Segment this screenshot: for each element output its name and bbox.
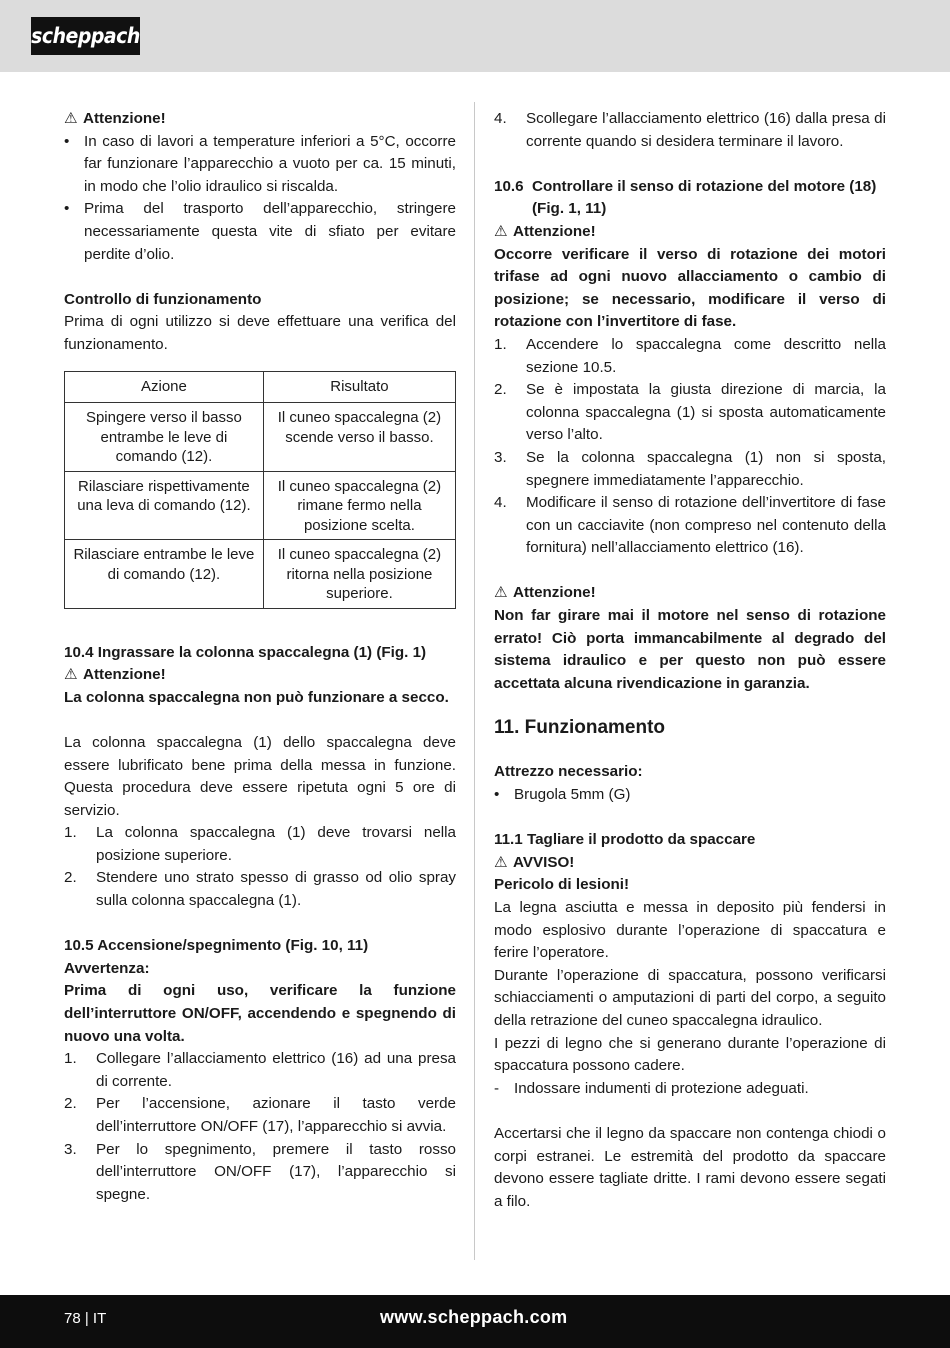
warning-triangle-icon: ⚠: [494, 584, 508, 602]
warning-text: Prima di ogni uso, verificare la funzione dell’interruttore ON/OFF, accendendo e spegnendo di nuovo una volta.: [64, 982, 456, 1045]
list-item: 3. Se la colonna spaccalegna (1) non si sposta, spegnere immediatamente l’apparecchio.: [494, 448, 886, 489]
table-row: [65, 471, 456, 540]
left-column: [64, 108, 456, 1206]
table-cell: Rilasciare entrambe le leve di comando (12).: [65, 540, 264, 609]
page-number: 78 | IT: [64, 1310, 107, 1327]
dash-marker: -: [494, 1079, 500, 1097]
warning-text: Occorre verificare il verso di rotazione dei motori trifase ad ogni nuovo allacciamento o cambio di posizione; se necessario, modificare il verso di rotazione con l’invertitore di fase.: [494, 245, 886, 331]
notice-heading: ⚠ AVVISO!: [494, 852, 886, 875]
section-title-10-5: 10.5 Accensione/spegnimento (Fig. 10, 11): [64, 937, 369, 955]
warning-text: La colonna spaccalegna non può funzionare a secco.: [64, 688, 449, 706]
list-item: 2. Stendere uno strato spesso di grasso od olio spray sulla colonna spaccalegna (1).: [64, 869, 456, 910]
right-column: [494, 108, 886, 1213]
tools-label: Attrezzo necessario:: [494, 763, 643, 781]
notice-label: Avvertenza:: [64, 959, 150, 977]
attention-heading: ⚠ Attenzione!: [64, 108, 456, 131]
brand-logo-text: scheppach: [31, 24, 140, 48]
list-item: 1. Collegare l’allacciamento elettrico (16) ad una presa di corrente.: [64, 1050, 456, 1090]
page-header: [0, 0, 950, 72]
page-footer: [0, 1295, 950, 1348]
attention-heading: ⚠ Attenzione!: [494, 221, 886, 244]
bullet-item: • In caso di lavori a temperature inferiori a 5°C, occorre far funzionare l’apparecchio a vuoto per ca. 15 minuti, in modo che l’olio idraulico si riscalda.: [64, 132, 456, 195]
list-item: 1. La colonna spaccalegna (1) deve trovarsi nella posizione superiore.: [64, 824, 456, 864]
paragraph: Durante l’operazione di spaccatura, possono verificarsi schiacciamenti o amputazioni di parti del corpo, a seguito della retrazione del cuneo spaccalegna idraulico.: [494, 966, 886, 1029]
list-item: 1. Accendere lo spaccalegna come descritto nella sezione 10.5.: [494, 335, 886, 376]
list-item: 3. Per lo spegnimento, premere il tasto rosso dell’interruttore ON/OFF (17), l’apparecchio si spegne.: [64, 1140, 456, 1203]
website-link[interactable]: www.scheppach.com: [380, 1307, 568, 1327]
attention-heading: ⚠ Attenzione!: [64, 664, 456, 687]
chapter-title-11: 11. Funzionamento: [494, 717, 666, 739]
list-item: 4. Scollegare l’allacciamento elettrico (16) dalla presa di corrente quando si desidera terminare il lavoro.: [494, 110, 886, 150]
table-cell: Il cuneo spaccalegna (2) scende verso il basso.: [263, 403, 455, 472]
section-title-function-check: Controllo di funzionamento: [64, 290, 262, 308]
warning-triangle-icon: ⚠: [494, 853, 508, 871]
bullet-icon: •: [64, 200, 70, 218]
table-row: [65, 403, 456, 472]
table-row: [65, 540, 456, 609]
warning-triangle-icon: ⚠: [494, 222, 508, 240]
function-check-table: [64, 371, 456, 609]
table-cell: Rilasciare rispettivamente una leva di comando (12).: [65, 471, 264, 540]
bullet-item: • Brugola 5mm (G): [494, 784, 886, 807]
paragraph: La colonna spaccalegna (1) dello spaccalegna deve essere lubrificato bene prima della messa in funzione. Questa procedura deve essere ripetuta ogni 5 ore di servizio.: [64, 733, 456, 819]
table-cell: Spingere verso il basso entrambe le leve di comando (12).: [65, 403, 264, 472]
paragraph: Accertarsi che il legno da spaccare non contenga chiodi o corpi estranei. Le estremità del prodotto da spaccare devono essere tagliate dritte. I rami devono essere segati a filo.: [494, 1124, 886, 1210]
list-item: 2. Se è impostata la giusta direzione di marcia, la colonna spaccalegna (1) si sposta automaticamente verso l’alto.: [494, 381, 886, 444]
warning-triangle-icon: ⚠: [64, 666, 78, 684]
section-title-10-4: 10.4 Ingrassare la colonna spaccalegna (1) (Fig. 1): [64, 643, 427, 661]
table-header: Risultato: [263, 371, 455, 403]
section-title-11-1: 11.1 Tagliare il prodotto da spaccare: [494, 831, 756, 849]
bullet-icon: •: [64, 132, 70, 150]
section-title-10-6: 10.6 Controllare il senso di rotazione del motore (18) (Fig. 1, 11): [494, 177, 877, 218]
brand-logo: [31, 17, 140, 55]
paragraph: Prima di ogni utilizzo si deve effettuare una verifica del funzionamento.: [64, 313, 456, 353]
warning-text: Non far girare mai il motore nel senso di rotazione errato! Ciò porta immancabilmente al degrado del sistema idraulico e per questo non può essere accettata alcuna rivendicazione in garanzia.: [494, 607, 886, 692]
attention-heading: ⚠ Attenzione!: [494, 582, 886, 605]
list-item: 4. Modificare il senso di rotazione dell’invertitore di fase con un cacciavite (non compreso nel contenuto della fornitura) nell’allacciamento elettrico (16).: [494, 494, 886, 557]
bullet-item: • Prima del trasporto dell’apparecchio, stringere necessariamente questa vite di sfiato per evitare perdite d’olio.: [64, 200, 456, 263]
paragraph: I pezzi di legno che si generano durante l’operazione di spaccatura possono cadere.: [494, 1034, 886, 1075]
table-cell: Il cuneo spaccalegna (2) ritorna nella posizione superiore.: [263, 540, 455, 609]
paragraph: La legna asciutta e messa in deposito più fendersi in modo esplosivo durante l’operazione di spaccatura e ferire l’operatore.: [494, 899, 886, 962]
danger-label: Pericolo di lesioni!: [494, 876, 630, 894]
list-item: 2. Per l’accensione, azionare il tasto verde dell’interruttore ON/OFF (17), l’apparecchio si avvia.: [64, 1095, 456, 1135]
table-header: Azione: [65, 371, 264, 403]
warning-triangle-icon: ⚠: [64, 110, 78, 127]
bullet-icon: •: [494, 786, 500, 804]
dash-item: - Indossare indumenti di protezione adeguati.: [494, 1078, 886, 1101]
column-divider: [474, 102, 475, 1260]
table-cell: Il cuneo spaccalegna (2) rimane fermo nella posizione scelta.: [263, 471, 455, 540]
